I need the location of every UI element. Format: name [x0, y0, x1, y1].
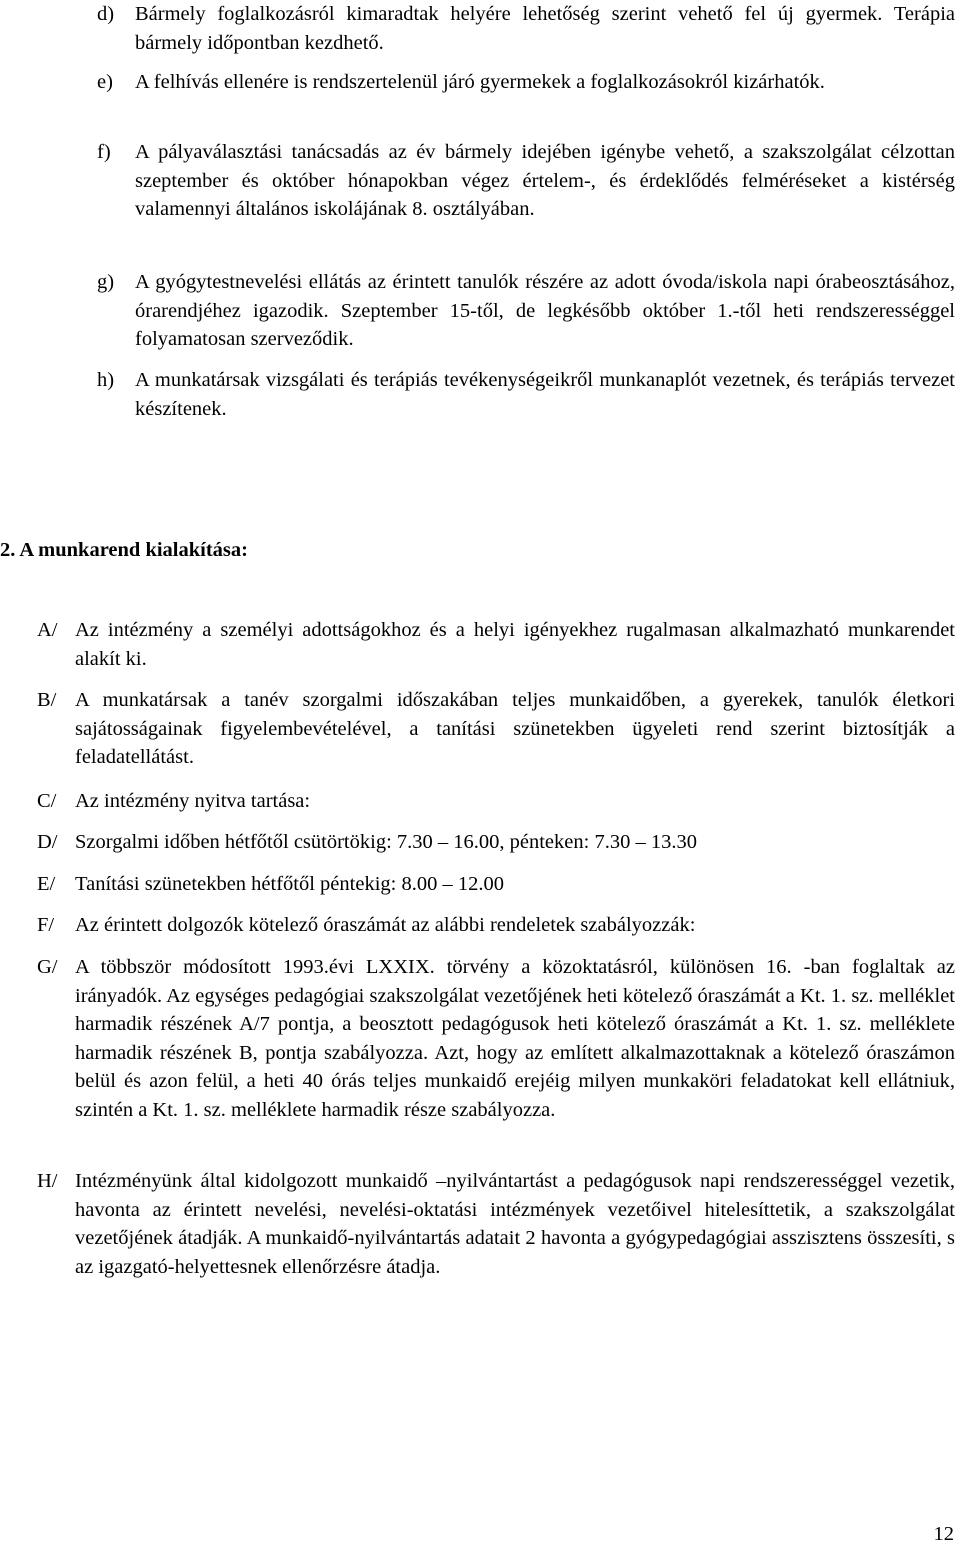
paragraph-text: Intézményünk által kidolgozott munkaidő –nyilvántartást a pedagógusok napi rendszerességgel vezetik, havonta az érintett nevelési, nevelési-oktatási intézmények vezetőivel hitelesíttetik, a szakszolgálat vezetőjének átadják. A munkaidő-nyilvántartás adatait 2 havonta a gyógypedagógiai asszisztens összesíti, s az igazgató-helyettesnek ellenőrzésre átadja.	[75, 1170, 955, 1278]
list-item-label: g)	[97, 271, 115, 293]
list-item-f	[97, 138, 955, 224]
section-heading: 2. A munkarend kialakítása:	[0, 539, 248, 561]
paragraph-a	[37, 616, 955, 673]
list-item-label: f)	[97, 141, 111, 163]
list-item-label: e)	[97, 71, 113, 93]
list-item-label: h)	[97, 369, 115, 391]
paragraph-g	[37, 953, 955, 1124]
list-item-text: A gyógytestnevelési ellátás az érintett tanulók részére az adott óvoda/iskola napi órabeosztásához, órarendjéhez igazodik. Szeptember 15-től, de legkésőbb október 1.-től heti rendszerességgel folyamatosan szerveződik.	[135, 271, 955, 350]
paragraph-f	[37, 911, 955, 940]
list-item-g	[97, 268, 955, 354]
paragraph-text: Tanítási szünetekben hétfőtől péntekig: 8.00 – 12.00	[75, 873, 504, 895]
list-item-text: A pályaválasztási tanácsadás az év bármely idejében igénybe vehető, a szakszolgálat célzottan szeptember és október hónapokban végez értelem-, és érdeklődés felméréseket a kistérség valamennyi általános iskolájának 8. osztályában.	[135, 141, 955, 220]
paragraph-label: A/	[37, 619, 58, 641]
list-item-label: d)	[97, 3, 115, 25]
paragraph-text: Az intézmény nyitva tartása:	[75, 790, 311, 812]
paragraph-label: B/	[37, 689, 57, 711]
paragraph-d	[37, 828, 955, 857]
paragraph-c	[37, 787, 955, 816]
list-item-text: A munkatársak vizsgálati és terápiás tevékenységeikről munkanaplót vezetnek, és terápiás tervezet készítenek.	[135, 369, 955, 420]
paragraph-label: E/	[37, 873, 56, 895]
paragraph-e	[37, 870, 955, 899]
paragraph-b	[37, 686, 955, 772]
paragraph-text: A többször módosított 1993.évi LXXIX. törvény a közoktatásról, különösen 16. -ban foglaltak az irányadók. Az egységes pedagógiai szakszolgálat vezetőjének heti kötelező óraszámát a Kt. 1. sz. melléklet harmadik részének A/7 pontja, a beosztott pedagógusok heti kötelező óraszámát a Kt. 1. sz. melléklete harmadik részének B, pontja szabályozza. Azt, hogy az említett alkalmazottaknak a kötelező óraszámon belül és azon felül, a heti 40 órás teljes munkaidő erejéig milyen munkaköri feladatokat kell ellátniuk, szintén a Kt. 1. sz. melléklete harmadik része szabályozza.	[75, 956, 955, 1121]
paragraph-label: D/	[37, 831, 58, 853]
paragraph-text: Szorgalmi időben hétfőtől csütörtökig: 7.30 – 16.00, pénteken: 7.30 – 13.30	[75, 831, 697, 853]
list-item-text: A felhívás ellenére is rendszertelenül járó gyermekek a foglalkozásokról kizárhatók.	[135, 71, 825, 93]
list-item-text: Bármely foglalkozásról kimaradtak helyére lehetőség szerint vehető fel új gyermek. Terápia bármely időpontban kezdhető.	[135, 3, 955, 54]
paragraph-text: Az érintett dolgozók kötelező óraszámát az alábbi rendeletek szabályozzák:	[75, 914, 696, 936]
paragraph-h	[37, 1167, 955, 1281]
list-item-e	[97, 68, 955, 97]
paragraph-label: G/	[37, 956, 58, 978]
paragraph-text: Az intézmény a személyi adottságokhoz és a helyi igényekhez rugalmasan alkalmazható munkarendet alakít ki.	[75, 619, 955, 670]
paragraph-label: H/	[37, 1170, 58, 1192]
paragraph-label: C/	[37, 790, 57, 812]
list-item-d	[97, 0, 955, 57]
page-number: 12	[933, 1523, 954, 1545]
paragraph-text: A munkatársak a tanév szorgalmi időszakában teljes munkaidőben, a gyerekek, tanulók életkori sajátosságainak figyelembevételével, a tanítási szünetekben ügyeleti rend szerint biztosítják a feladatellátást.	[75, 689, 955, 768]
list-item-h	[97, 366, 955, 423]
paragraph-label: F/	[37, 914, 55, 936]
